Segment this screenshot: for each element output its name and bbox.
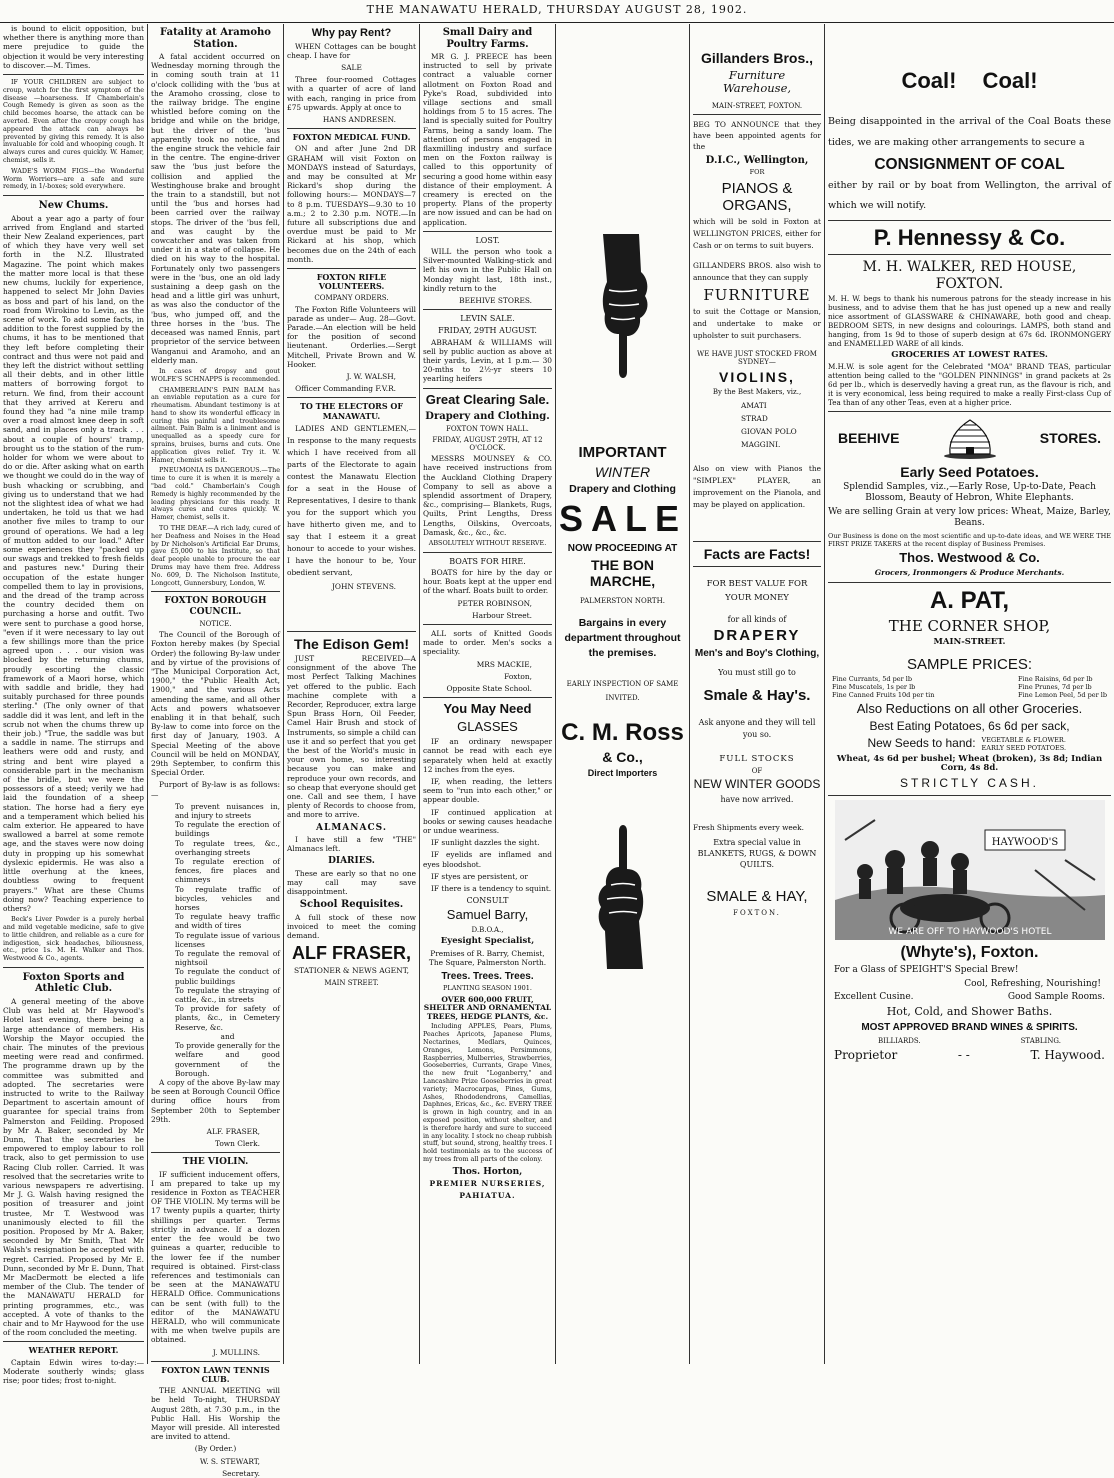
best-value-text: FOR BEST VALUE FOR YOUR MONEY xyxy=(706,578,808,603)
proprietor-line xyxy=(834,1047,1105,1062)
barry-address: Premises of R. Barry, Chemist, The Square, Palmerston North. xyxy=(428,949,547,968)
new-winter-heading: NEW WINTER GOODS xyxy=(693,777,821,792)
boats-notice: BOATS for hire by the day or hour. Boats kept at the upper end of the wharf. Boats built to order. xyxy=(423,568,552,596)
weather-heading: WEATHER REPORT. xyxy=(28,1345,119,1356)
furniture-notice: to suit the Cottage or Mansion, and undertake to make or upholster to suit purchasers. xyxy=(693,307,821,341)
levin-heading: LEVIN SALE. xyxy=(460,314,515,324)
pointing-hand-icon xyxy=(593,234,653,384)
intro-text: is bound to elicit opposition, but whether there is anything more than mere prejudice to guide the objection it would be very interesting to discover.—M. Times. xyxy=(3,24,144,70)
bylaw-item: To regulate heavy traffic and width of tires xyxy=(175,912,280,931)
trees-season: PLANTING SEASON 1901. xyxy=(443,984,532,993)
trees-notice: Including APPLES, Pears, Plums, Peaches Apricots, Japanese Plums, Nectarines, Medlars, Quinces, Oranges, Lemons, Persimmons, Raspberries, Mulberries, Strawberries, Gooseberries, Currants, Grape Vines, the new fruit "Loganberry," and Lancashire Prize Gooseberries in great variety; Macrocarpas, Pines, Gums, Ashes, Rhododendrons, Camellias, Daphnes, Ericas, &c., &c. EVERY TREE is grown in high country, and in an exposed position, without shelter, and is therefore hardy and sure to succeed in any locality. I stock no cheap rubbish stuff, but sound, strong, healthy trees. I hold testimonials as to the success of my trees from all parts of the colony. xyxy=(423,1022,552,1163)
council-signature-title: Town Clerk. xyxy=(215,1139,260,1149)
consult-label: CONSULT xyxy=(466,896,509,906)
rent-body: Three four-roomed Cottages with a quarter of acre of land with each, ranging in price from £75 upwards. Apply at once to xyxy=(287,75,416,112)
fraser-subtitle: STATIONER & NEWS AGENT, xyxy=(294,966,409,976)
knitting-notice: ALL sorts of Knitted Goods made to order. Men's socks a speciality. xyxy=(423,629,552,657)
violin-heading: THE VIOLIN. xyxy=(182,1157,249,1168)
bylaw-item: To regulate the removal of nightsoil xyxy=(175,949,280,968)
wheat-prices: Wheat, 4s 6d per bushel; Wheat (broken), 3s 8d; Indian Corn, 4s 8d. xyxy=(836,753,1103,774)
clearing-date: FRIDAY, AUGUST 29TH, AT 12 O'CLOCK. xyxy=(432,436,543,453)
bylaw-item: To provide for safety of plants, &c., in Cemetery Reserve, &c. xyxy=(175,1004,280,1032)
tennis-signature-title: Secretary. xyxy=(222,1468,260,1478)
eating-potatoes-text: Best Eating Potatoes, 6s 6d per sack, xyxy=(869,718,1070,733)
pneumonia-notice: PNEUMONIA IS DANGEROUS.—The time to cure it is when it is merely a "bad cold." Chamberlain's Cough Remedy is highly recommended by the leading physicians for this ready. It always cures and cures quickly. W. Hamer, chemist, sells it. xyxy=(151,466,280,522)
glasses-item: IF continued application at books or sewing causes headache or undue weariness. xyxy=(423,807,552,835)
lost-notice: WILL the person who took a Silver-mounted Walking-stick and left his own in the Public Hall on Monday night last, 18th inst., kindly return to the xyxy=(423,247,552,293)
palmerston-label: PALMERSTON NORTH. xyxy=(580,597,665,606)
fatality-heading: Fatality at Aramoho Station. xyxy=(160,27,271,50)
glasses-item: IF styes are persistent, or xyxy=(431,871,528,881)
column-6 xyxy=(690,24,824,1364)
lost-heading: LOST. xyxy=(475,235,500,245)
medical-notice: ON and after June 2nd DR GRAHAM will visit Foxton on MONDAYS instead of Saturdays, and may be consulted at Mr Rickard's shop during the following hours:— MONDAYS—7 to 8 p.m. TUESDAYS—9.30 to 10 a.m.; 2 to 2.30 p.m. NOTE.—In future all subscriptions due and overdue must be paid to Mr Rickard at his shop, which becomes due on the 24th of each month. xyxy=(287,144,416,264)
boats-heading: BOATS FOR HIRE. xyxy=(449,556,526,566)
tennis-heading: FOXTON LAWN TENNIS CLUB. xyxy=(161,1364,270,1384)
proceeding-label: NOW PROCEEDING AT xyxy=(567,542,678,554)
sports-club-article: A general meeting of the above Club was held at Mr Haywood's Hotel last evening, there being a large attendance of members. His Worship the Mayor occupied the chair. The minutes of the previous meeting were read and confirmed. The programme drawn up by the committee was submitted and adopted. The secretaries were instructed to write to the Railway Department to ascertain amount of guarantee for special trains from Palmerston and Feilding. Proposed by Mr A. Baker, seconded by Mr Dunn, That the secretaries be empowered to employ labour to roll track, also to get permission to use Racing Club roller. Carried. It was resolved that the secretaries write to various newspapers re advertising. Mr J. G. Walsh having resigned the position of treasurer and joint trustee, Mr T. Westwood was unanimously elected to fill the position. Proposed by Mr A. Baker, seconded by Mr Smith, That Mr Walsh's resignation be accepted with regret. Carried. Proposed by Mr E. Dunn, seconded by Mr E. Dunn, That Mr MacDermott be elected a life member of the Club. The tender of the MANAWATU HERALD for printing programmes, etc., was accepted. A vote of thanks to the chair and to Mr Haywood for the use of the room concluded the meeting. xyxy=(3,996,144,1338)
rent-signature: HANS ANDRESEN. xyxy=(322,115,396,125)
wines-text: MOST APPROVED BRAND WINES & SPIRITS. xyxy=(861,1021,1078,1033)
school-heading: School Requisites. xyxy=(299,899,404,911)
barry-specialist: Eyesight Specialist, xyxy=(440,936,535,947)
bylaw-item: To regulate issue of various licenses xyxy=(175,930,280,949)
pointing-hand-icon xyxy=(593,819,653,969)
ross-company: & Co., xyxy=(602,749,643,766)
stabling-label: STABLING. xyxy=(1020,1037,1061,1046)
trees-over: OVER 600,000 FRUIT, SHELTER AND ORNAMENTAL TREES, HEDGE PLANTS, &c. xyxy=(423,994,552,1021)
beehive-icon xyxy=(942,416,998,460)
bargains-text: Bargains in every department throughout the premises. xyxy=(564,616,681,659)
clearing-place: FOXTON TOWN HALL. xyxy=(446,425,529,434)
school-notice: A full stock of these now invoiced to meet the coming demand. xyxy=(287,912,416,941)
council-body: The Council of the Borough of Foxton hereby makes (by Special Order) the following By-law under and by virtue of the provisions of "The Municipal Corporation Act, 1900," the "Public Health Act, 1900," and the various Acts amending the same, and all other Acts and powers whatsoever enabling it in that behalf, such By-law to come into force on the first day of January, 1903. A Special Meeting of the above Council will be held on MONDAY, 29th September, to confirm this Special Order. xyxy=(151,630,280,778)
shipments-text: Fresh Shipments every week. xyxy=(693,823,804,833)
clearing-notice: MESSRS MOUNSEY & CO. have received instructions from the Auckland Clothing Drapery Company to sell as above a splendid assortment of Drapery, &c., comprising— Blankets, Rugs, Quilts, Print Lengths, Dress Lengths, Oilskins, Overcoats, Damask, &c., &c., &c. xyxy=(423,454,552,537)
coal-notice: Being disappointed in the arrival of the Coal Boats these tides, we are making other arrangements to secure a xyxy=(828,116,1111,149)
coal-notice-2: either by rail or by boat from Wellington, the arrival of which we will notify. xyxy=(828,180,1111,212)
makers-label: By the Best Makers, viz., xyxy=(712,388,802,397)
violin-notice: IF sufficient inducement offers, I am prepared to take up my residence in Foxton as TEACHER OF THE VIOLIN. My terms will be 17 twenty pupils a quarter, thirty shillings per quarter. Terms strictly in advance. If a dozen enter the fee would be two guineas a quarter, reducible to the lower fee if the number required is obtained. First-class references and testimonials can be seen at the MANAWATU HERALD Office. Communications can be sent (with full) to the editor of the MANAWATU HERALD, who will communicate with me when twelve pupils are obtained. xyxy=(151,1169,280,1345)
rifle-signature-title: Officer Commanding F.V.R. xyxy=(295,384,396,394)
consignment-heading: CONSIGNMENT OF COAL xyxy=(874,156,1065,174)
beehive-banner xyxy=(838,416,1101,460)
boats-signature-street: Harbour Street. xyxy=(472,610,532,620)
billiards-label: BILLIARDS. xyxy=(877,1037,921,1046)
worm-figs-notice: WADE'S WORM FIGS—the Wonderful Worm Worriers—are a safe and sure remedy, in 1/-boxes; sold everywhere. xyxy=(3,166,144,191)
ross-name: C. M. Ross xyxy=(561,718,684,746)
price-item: Fine Lemon Peel, 5d per lb xyxy=(1018,690,1107,699)
liver-powder-notice: Beck's Liver Powder is a purely herbal and mild vegetable medicine, safe to give to little children, and reliable as a cure for indigestion, sick headaches, biliousness, etc., price 1s. M. H. Walker and Thos. Westwood & Co., agents. xyxy=(3,915,144,963)
walker-tea-notice: M.H.W. is sole agent for the Celebrated "MOA" BRAND TEAS, particular attention being called to the "GOLDEN PINNINGS" in grand packets at 2s 6d per lb., which is deservedly having a great run, as the flavour is rich, and it is very economical, less being required to make a really First-class Cup of Tea than of any other Teas, even at a higher price. xyxy=(828,362,1111,408)
furniture-heading: FURNITURE xyxy=(703,286,811,305)
tennis-signature: W. S. STEWART, xyxy=(199,1456,260,1466)
gillanders-subtitle: Furniture Warehouse, xyxy=(722,68,792,96)
horton-place: PAHIATUA. xyxy=(459,1190,516,1200)
simplex-notice: Also on view with Pianos the "SIMPLEX" PLAYER, an improvement on the Pianola, and may be played on application. xyxy=(693,463,821,509)
new-seeds-label: New Seeds to hand: xyxy=(867,736,976,750)
glasses-item: IF, when reading, the letters seem to "run into each other," or appear double. xyxy=(423,776,552,805)
fraser-heading: ALF FRASER, xyxy=(292,943,411,964)
new-chums-heading: New Chums. xyxy=(38,200,109,212)
coal-heading: Coal! Coal! xyxy=(901,68,1038,93)
electors-heading: TO THE ELECTORS OF MANAWATU. xyxy=(299,401,404,421)
price-list-left xyxy=(832,675,934,699)
business-text: Our Business is done on the most scientific and up-to-date ideas, and WE WERE THE FIRST PRIZE TAKERS at the recent display of Business Premises. xyxy=(828,532,1111,549)
price-item: Fine Currants, 5d per lb xyxy=(832,674,912,683)
price-list xyxy=(832,675,1107,699)
westwood-subtitle: Grocers, Ironmongers & Produce Merchants. xyxy=(874,568,1065,578)
hotel-illustration xyxy=(835,800,1105,940)
horton-nurseries: PREMIER NURSERIES, xyxy=(429,1179,546,1189)
edison-heading: The Edison Gem! xyxy=(293,635,410,652)
violins-heading: VIOLINS, xyxy=(719,369,795,386)
rifle-heading: FOXTON RIFLE VOLUNTEERS. xyxy=(316,272,387,292)
council-notice-label: NOTICE. xyxy=(199,620,232,629)
drapery-label: DRAPERY xyxy=(713,626,801,644)
must-go-text: You must still go to xyxy=(718,668,796,678)
column-1 xyxy=(0,24,147,1385)
clearing-reserve: ABSOLUTELY WITHOUT RESERVE. xyxy=(428,539,547,548)
glasses-item: IF sunlight dazzles the sight. xyxy=(431,838,540,848)
bylaw-item: To regulate trees, &c., overhanging streets xyxy=(175,838,280,857)
dairy-notice: MR G. J. PREECE has been instructed to sell by private contract a valuable corner allotment on Foxton Road and Pyke's Road, subdivided into village sections and small holdings from 5 to 15 acres. The land is specially suited for Poultry Farms, being a sandy loam. The attention of persons engaged in flaxmilling industry and surface men on the Foxton railway is called to this opportunity of securing a good home within easy distance of their employment. A creamery is erected on the property. Plans of the property are now issued and can be had on application. xyxy=(423,52,552,227)
knitting-signature-town: Foxton, xyxy=(504,671,532,681)
knitting-signature-place: Opposite State School. xyxy=(446,684,532,694)
rifle-notice: The Foxton Rifle Volunteers will parade as under— Aug. 28—Govt. Parade.—An election will be held for the position of second lieutenant. Orderlies.—Sergt Mitchell, Private Brown and W. Hooker. xyxy=(287,304,416,369)
cool-text: Cool, Refreshing, Nourishing! xyxy=(964,978,1101,989)
electors-letter: LADIES AND GENTLEMEN,— In response to the many requests which I have received from all parts of the Electorate to again contest the Manawatu Election for a seat in the House of Representatives, I desire to thank you for the support which you have hitherto given me, and to say that I esteem it a great honour to accede to your wishes. I have the honour to be, Your obedient servant, xyxy=(287,423,416,577)
clothing-label: Men's and Boy's Clothing, xyxy=(694,648,820,660)
price-item: Fine Canned Fruits 10d per tin xyxy=(832,690,935,699)
maker-name: AMATI xyxy=(741,400,767,410)
dairy-heading: Small Dairy and Poultry Farms. xyxy=(442,27,533,50)
seed-types: VEGETABLE & FLOWER. EARLY SEED POTATOES. xyxy=(981,735,1067,752)
column-3 xyxy=(284,24,419,1364)
bylaw-item: To regulate the erection of buildings xyxy=(175,820,280,839)
proprietor-label: Proprietor xyxy=(834,1047,898,1062)
bylaw-purport: Purport of By-law is as follows:— xyxy=(151,780,280,799)
electors-signature: JOHN STEVENS. xyxy=(331,581,396,591)
amenities-line xyxy=(834,993,1105,1002)
all-kinds-text: for all kinds of xyxy=(727,614,787,624)
drapery-heading: Drapery and Clothing xyxy=(569,483,676,496)
council-copy: A copy of the above By-law may be seen at Borough Council Office during office hours from September 20th to September 29th. xyxy=(151,1077,280,1124)
pianos-heading: PIANOS & ORGANS, xyxy=(721,179,793,214)
levin-notice: ABRAHAM & WILLIAMS will sell by public auction as above at their yards, Levin, at 1 p.m.— 30 20-mths to 2½-yr steers 10 yearling heifers xyxy=(423,337,552,384)
groceries-heading: GROCERIES AT LOWEST RATES. xyxy=(891,349,1048,360)
bylaw-item: To regulate traffic of bicycles, vehicles and horses xyxy=(175,884,280,913)
cuisine-label: Excellent Cusine. xyxy=(834,992,914,1003)
seed-potatoes-heading: Early Seed Potatoes. xyxy=(900,464,1039,481)
maker-name: MAGGINI. xyxy=(741,439,781,449)
pain-balm-notice: CHAMBERLAIN'S PAIN BALM has an enviable reputation as a cure for rheumatism. Abundant testimony is at hand to show its wonderful efficacy in curing this painful and troublesome ailment. Pain Balm is a liniment and is unequalled as a speedy cure for sprains, bruises, burns and cuts. One application gives relief. Try it. W. Hamer, chemist sells it. xyxy=(151,385,280,464)
fatality-article: A fatal accident occurred on Wednesday morning through the in coming south train at 11 o'clock colliding with the 'bus at the Aramoho crossing, close to the railway bridge. The engine whistled before coming on the bridge and while on the bridge, but the driver of the 'bus apparently took no notice, and the engine struck the vehicle fair in the centre. The engine-driver saw the 'bus just before the collision and applied the Westinghouse brake and brought the train to a standstill, but not until the 'bus and horses had been carried over the railway stops. The driver of the 'bus fell, and was caught by the cowcatcher and was taken from under it in a state of collapse. He died on his way to the hospital. Fortunately only two passengers were in the 'bus, one an old lady sustaining a deep gash on the head and a little girl was unhurt, as was also the conductor of the 'bus, who jumped off, and the three horses in the 'bus. The deceased was named Ennis, part proprietor of the service between Wanganui and Aramoho, and an elderly man. xyxy=(151,52,280,365)
new-chums-article: About a year ago a party of four arrived from England and started their New Zealand experiences, part of which they have very well set forth in the N.Z. Illustrated Magazine. The point which makes the matter more local is that these new chums, luckily for experience, happened to select Mr John Davies as boss and part of his land, on the road from Wirokino to Levin, as the scene of work. To add some facts, in addition to the forest supplied by the chums, it has to be mentioned that they left before completing their contract and thus were not paid and they left the district without settling all their debts, and in other little matters of borrowing forgot to return. We find, from their account that they arrived at Kereru and found they had "a nine mile tramp over a road almost knee deep in soft sand, and in places only a track . . . about a couple of hours' tramp, brought us to the station of the rum-holder for whom we were about to do or die. After asking what on earth we thought we could do in the way of bush whacking or scrubbing, and giving us to understand that we had not the slightest idea of what we had undertaken, he told us that we had another five miles to tramp to our ground of operations. We had a leg of mutton added to our load." After some experiences they "packed up our swags and trekked to fresh fields and pastures new." During their occupation of the estate hunger compelled them to lay in provisions, and the dread of the tramp across the country decided them on purchasing a horse and outfit. Two were sent to purchase a good horse, "even if it were necessary to lay out a few shillings more than the price agreed upon . . . our vision was blocked by the returning chums, proudly escorting the classic framework of a Maori horse, which with saddle and bridle, they had suitably purchased for three pounds sterling." (The only owner of that saddle did it was lent, and left in the scrub not when the chums threw up their job.) "True, the saddle was but a saddle in name. The stirrups and leathers were odd and rusty, and string and bent wire played a considerable part in the mechanism of the bridle, but we were the possessors of a steed; verily we had laid the foundation of a sheep station. The horse had a fiery eye and a temperament which belied his calm exterior. He appeared to have swallowed a barrel at some remote age, and the staves were now doing duty in propping up his somewhat dyslexic epidermis. He was also a little overhung at the knees, doubtless owing to frequent prayers." What are these Chums doing now? Teaching experience to others? xyxy=(3,213,144,913)
column-5 xyxy=(556,24,689,1364)
column-2 xyxy=(148,24,283,1478)
council-heading: FOXTON BOROUGH COUNCIL. xyxy=(164,596,267,617)
maker-name: STRAD xyxy=(741,413,768,423)
inspection-text: EARLY INSPECTION OF SAME INVITED. xyxy=(566,679,679,702)
clearing-heading: Great Clearing Sale. xyxy=(425,391,550,407)
rifle-orders-label: COMPANY ORDERS. xyxy=(314,294,389,303)
rifle-signature: J. W. WALSH, xyxy=(346,371,396,381)
tennis-notice: THE ANNUAL MEETING will be held To-night, THURSDAY August 28th, at 7.30 p.m., in the Public Hall. His Worship the Mayor will preside. All interested are invited to attend. xyxy=(151,1386,280,1442)
rent-sale: SALE xyxy=(341,63,362,73)
stores-label: STORES. xyxy=(1039,429,1101,446)
reductions-text: Also Reductions on all other Groceries. xyxy=(856,700,1083,716)
gillanders-heading: Gillanders Bros., xyxy=(700,50,814,66)
hennessy-heading: P. Hennessy & Co. xyxy=(873,225,1066,251)
glasses-item: IF an ordinary newspaper cannot be read with each eye separately when held at exactly 12 inches from the eyes. xyxy=(423,737,552,774)
column-7 xyxy=(825,24,1114,1364)
smale-hay-town: FOXTON. xyxy=(733,908,781,917)
grain-text: We are selling Grain at very low prices: Wheat, Maize, Barley, Beans. xyxy=(828,507,1111,529)
gillanders-street: MAIN-STREET, FOXTON. xyxy=(711,101,803,110)
whytes-heading: (Whyte's), Foxton. xyxy=(900,943,1039,961)
almanacs-heading: ALMANACS. xyxy=(316,822,387,833)
sample-prices-heading: SAMPLE PRICES: xyxy=(906,655,1033,673)
dic-heading: D.I.C., Wellington, xyxy=(705,154,809,166)
walker-heading: M. H. WALKER, RED HOUSE, FOXTON. xyxy=(862,259,1077,292)
bylaw-item: To provide generally for the welfare and good government of the Borough. xyxy=(175,1041,280,1078)
deaf-notice: TO THE DEAF.—A rich lady, cured of her Deafness and Noises in the Head by Dr Nicholson's Artificial Ear Drums, gave £5,000 to his Institute, so that deaf people unable to procure the ear Drums may have them free. Address No. 609, D. The Nicholson Institute, Longcott, Gunnersbury, London, W. xyxy=(151,524,280,587)
rent-heading: Why pay Rent? xyxy=(311,27,392,39)
important-heading: IMPORTANT xyxy=(578,444,667,461)
almanacs-notice: I have still a few "THE" Almanacs left. xyxy=(287,835,416,854)
westwood-heading: Thos. Westwood & Co. xyxy=(899,550,1040,566)
for-label: FOR xyxy=(749,168,765,177)
sale-heading: SALE xyxy=(559,498,688,540)
baths-text: Hot, Cold, and Shower Baths. xyxy=(886,1005,1053,1019)
strictly-cash-label: STRICTLY CASH. xyxy=(900,776,1039,791)
weather-report: Captain Edwin wires to-day:—Moderate southerly winds; glass rise; poor tides; frost to-night. xyxy=(3,1357,144,1385)
seed-potatoes-text: Splendid Samples, viz.,—Early Rose, Up-to-Date, Peach Blossom, Beauty of Hebron, White Elephants. xyxy=(843,482,1096,504)
bylaw-item: and xyxy=(220,1031,235,1041)
barry-name: Samuel Barry, xyxy=(446,907,529,923)
bylaw-item: To prevent nuisances in, and injury to streets xyxy=(175,801,280,821)
pat-heading: A. PAT, xyxy=(929,587,1010,615)
barry-qualification: D.B.O.A., xyxy=(471,926,504,935)
main-street-label: MAIN-STREET. xyxy=(933,636,1006,647)
glasses-heading-2: GLASSES xyxy=(457,719,518,735)
clearing-subtitle: Drapery and Clothing. xyxy=(425,410,550,422)
bon-marche-heading: THE BON MARCHE, xyxy=(589,557,656,590)
walker-notice: M. H. W. begs to thank his numerous patrons for the steady increase in his business, and to advise them that he has just opened up a new and really nice assortment of GLASSWARE & CHINAWARE, both good and cheap. BEDROOM SETS, in new designs and colourings. LAMPS, both stand and hanging, from 1s 9d to those of superb design at 67s 6d. IRONMONGERY and ENAMELLED WARE of all kinds. xyxy=(828,293,1111,348)
cough-remedy-notice: IF YOUR CHILDREN are subject to croup, watch for the first symptom of the disease —hoarseness. If Chamberlain's Cough Remedy is given as soon as the child becomes hoarse, the attack can be averted. Even after the croupy cough has appeared the attack can always be prevented by giving this remedy. It is also invaluable for cold and whooping cough. It always cures and cures quickly. W. Hamer, chemist, sells it. xyxy=(3,78,144,164)
pianos-notice: which will be sold in Foxton at WELLINGTON PRICES, either for Cash or on terms to suit buyers. xyxy=(693,217,821,251)
lost-signature: BEEHIVE STORES. xyxy=(459,296,532,306)
trees-heading: Trees. Trees. Trees. xyxy=(441,970,534,982)
facts-heading: Facts are Facts! xyxy=(703,545,811,562)
glasses-item: IF there is a tendency to squint. xyxy=(431,884,552,893)
edison-notice: JUST RECEIVED—A consignment of the above The most Perfect Talking Machines yet offered to the public. Each machine complete with a Recorder, Reproducer, extra large Spun Brass Horn, Oil Feeder, Camel Hair Brush and stock of Instruments, so simple a child can use it and so perfect that you get the best of the World's music in your own home, so interesting because you can make and reproduce your own records, and so cheap that everyone should get one. Call and see them, I have plenty of Records to choose from, and more to arrive. xyxy=(287,654,416,820)
horton-name: Thos. Horton, xyxy=(452,1166,523,1177)
proprietor-name: T. Haywood. xyxy=(1030,1047,1105,1062)
smale-hay-heading: Smale & Hay's. xyxy=(703,687,811,705)
diaries-notice: These are early so that no one may call may save disappointment. xyxy=(287,868,416,897)
ask-anyone-text: Ask anyone and they will tell you so. xyxy=(698,717,816,739)
new-seeds-line xyxy=(828,736,1111,752)
extra-value-text: Extra special value in BLANKETS, RUGS, & DOWN QUILTS. xyxy=(697,838,817,870)
of-label: OF xyxy=(751,767,763,776)
speight-text: For a Glass of SPEIGHT'S Special Brew! xyxy=(834,965,1019,976)
sports-club-heading: Foxton Sports and Athletic Club. xyxy=(22,971,125,995)
price-item: Fine Raisins, 6d per lb xyxy=(1018,674,1093,683)
masthead: THE MANAWATU HERALD, THURSDAY AUGUST 28, 1902. xyxy=(0,0,1114,23)
price-list-right xyxy=(1018,675,1107,699)
rent-intro: WHEN Cottages can be bought cheap. I have for xyxy=(287,41,416,60)
smale-hay-signature: SMALE & HAY, xyxy=(706,888,808,906)
bylaw-list xyxy=(151,802,280,1078)
gillanders-supply: GILLANDERS BROS. also wish to announce that they can supply xyxy=(693,261,821,283)
rooms-label: Good Sample Rooms. xyxy=(1007,992,1105,1003)
levin-date: FRIDAY, 29TH AUGUST. xyxy=(438,326,537,336)
glasses-item: IF eyelids are inflamed and eyes bloodshot. xyxy=(423,850,552,869)
winter-heading: WINTER xyxy=(594,464,651,481)
bylaw-item: To regulate erection of fences, fire places and chimneys xyxy=(175,857,280,885)
full-stocks-label: FULL STOCKS xyxy=(719,753,795,764)
gillanders-intro: BEG TO ANNOUNCE that they have been appointed agents for the xyxy=(693,119,821,151)
price-item: Fine Prunes, 7d per lb xyxy=(1018,682,1092,691)
proprietor-dashes: - - xyxy=(957,1047,970,1062)
knitting-signature: MRS MACKIE, xyxy=(476,659,532,669)
stocked-label: WE HAVE JUST STOCKED FROM SYDNEY— xyxy=(697,350,817,367)
violin-signature: J. MULLINS. xyxy=(212,1347,260,1357)
column-4 xyxy=(420,24,555,1364)
beehive-label: BEEHIVE xyxy=(838,429,900,446)
glasses-heading: You May Need xyxy=(443,701,532,717)
importers-label: Direct Importers xyxy=(587,768,658,779)
boats-signature: PETER ROBINSON, xyxy=(457,598,532,608)
council-signature: ALF. FRASER, xyxy=(206,1126,260,1136)
fraser-street: MAIN STREET. xyxy=(324,978,379,987)
medical-heading: FOXTON MEDICAL FUND. xyxy=(292,132,411,143)
hotel-sign-text: HAYWOOD'S xyxy=(991,836,1058,848)
maker-name: GIOVAN POLO xyxy=(741,426,797,436)
corner-shop-heading: THE CORNER SHOP, xyxy=(888,616,1051,635)
diaries-heading: DIARIES. xyxy=(328,856,375,867)
billiards-line xyxy=(828,1037,1111,1046)
bylaw-item: To regulate the conduct of public buildings xyxy=(175,967,280,986)
price-item: Fine Muscatels, 1s per lb xyxy=(832,682,916,691)
bylaw-item: To regulate the straying of cattle, &c., in streets xyxy=(175,985,280,1005)
hotel-caption: WE ARE OFF TO HAYWOOD'S HOTEL xyxy=(888,926,1051,937)
arrived-text: have now arrived. xyxy=(720,795,794,805)
tennis-order: (By Order.) xyxy=(194,1444,237,1454)
schnapps-notice: In cases of dropsy and gout WOLFE'S SCHNAPPS is recommended. xyxy=(151,366,281,383)
